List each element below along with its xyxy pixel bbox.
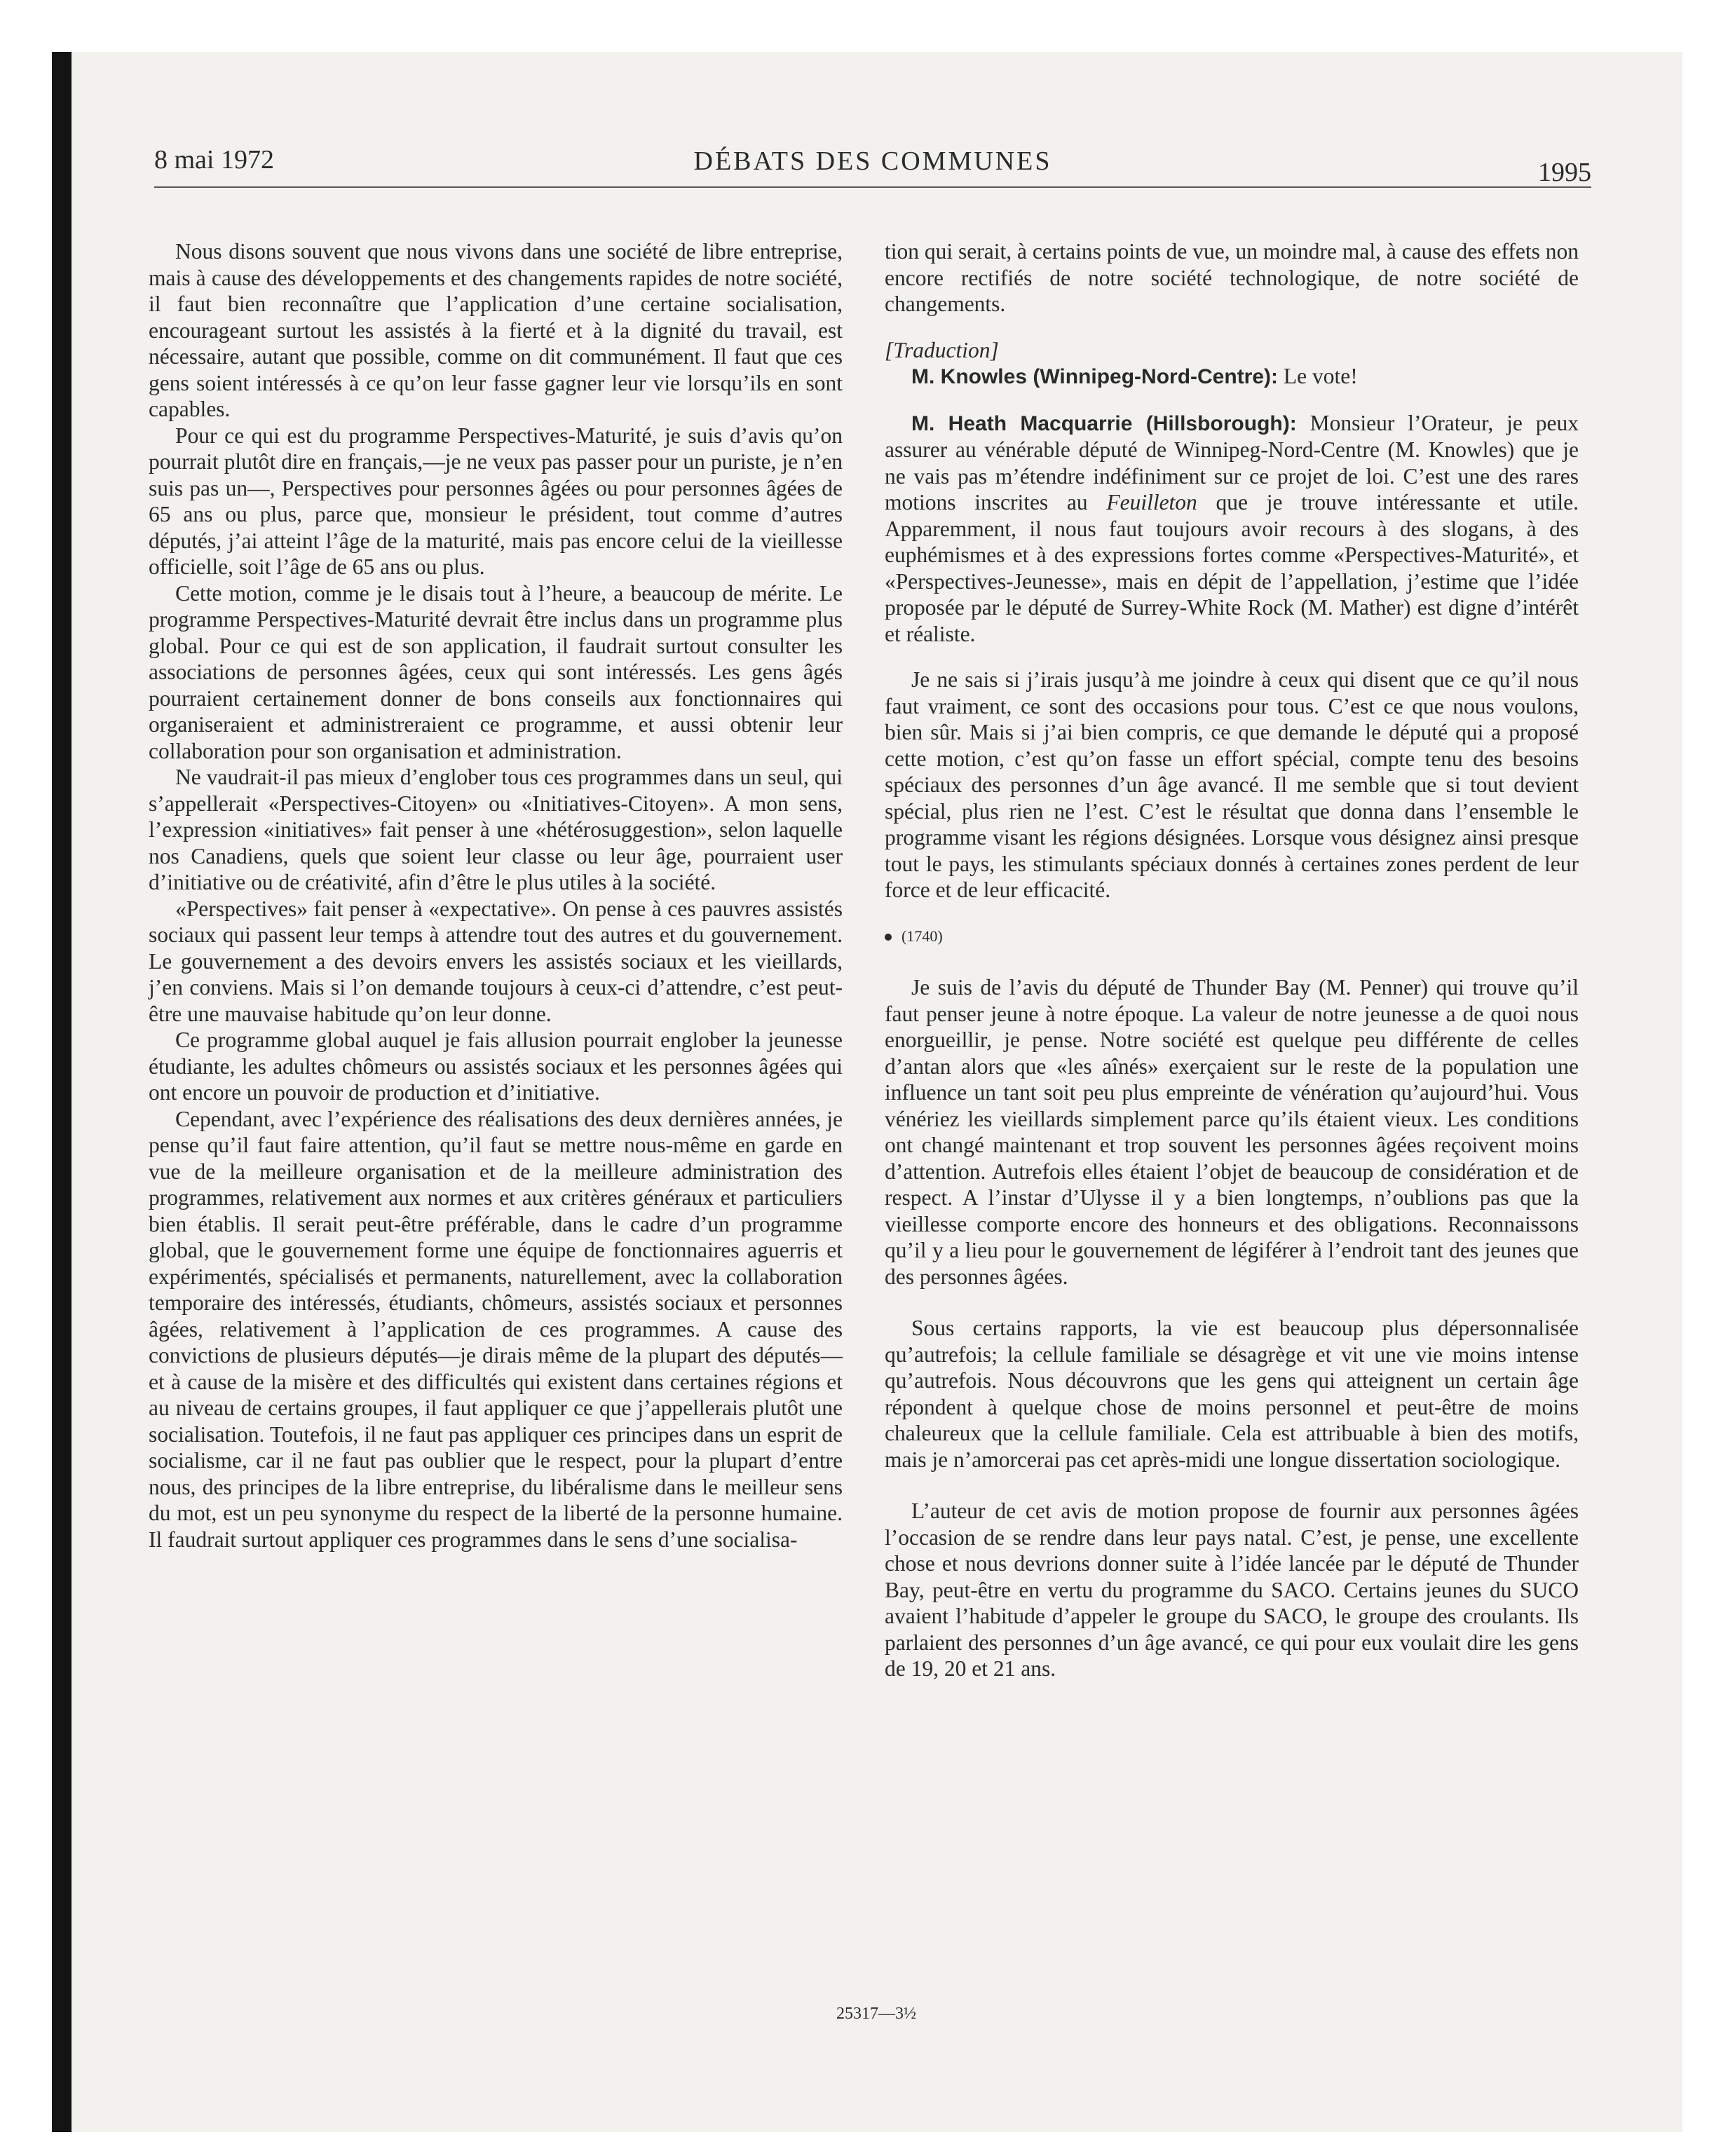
paragraph: Nous disons souvent que nous vivons dans une société de libre entreprise, mais à cause des développements et des changements rapides de notre société, il faut bien reconnaître que l’application d’une certaine socialisation, encourageant surtout les assistés à la fierté et à la dignité du travail, est nécessaire, autant que possible, comme on dit communément. Il faut que ces gens soient intéressés à ce qu’on leur fasse gagner leur vie lorsqu’ils en sont capables. <box>149 239 843 421</box>
right-column <box>885 238 1579 1682</box>
speech-macquarrie <box>885 410 1579 648</box>
speech-text: Monsieur l’Orateur, je peux assurer au vénérable député de Winnipeg-Nord-Centre (M. Knowles) que je ne vais pas m’étendre indéfiniment sur ce projet de loi. C’est une des rares motions inscrites au <box>885 410 1579 514</box>
paragraph: Cette motion, comme je le disais tout à l’heure, a beaucoup de mérite. Le programme Perspectives-Maturité devrait être inclus dans un programme plus global. Pour ce qui est de son application, il faudrait surtout consulter les associations de personnes âgées, ceux qui sont intéressés. Les gens âgés pourraient certainement donner de bons conseils aux fonctionnaires qui organiseraient et administreraient ce programme, et aussi obtenir leur collaboration pour son organisation et administration. <box>149 580 843 763</box>
paragraph: Sous certains rapports, la vie est beaucoup plus dépersonnalisée qu’autrefois; la cellule familiale se désagrège et vit une vie moins intense qu’autrefois. Nous découvrons que les gens qui atteignent un certain âge répondent à quelque chose de moins personnel et peut-être de moins chaleureux que la cellule familiale. Cela est attribuable à bien des motifs, mais je n’amorcerai pas cet après-midi une longue dissertation sociologique. <box>885 1316 1579 1472</box>
left-column <box>149 238 843 1553</box>
paragraph: Pour ce qui est du programme Perspectives-Maturité, je suis d’avis qu’on pourrait plutôt dire en français,—je ne veux pas passer pour un puriste, je n’en suis pas un—, Perspectives pour personnes âgées ou pour personnes âgées de 65 ans ou plus, parce que, monsieur le président, tout comme d’autres députés, j’ai atteint l’âge de la maturité, mais pas encore celui de la vieillesse officielle, soit l’âge de 65 ans ou plus. <box>149 423 843 579</box>
header-date: 8 mai 1972 <box>154 145 274 175</box>
speech-text: Le vote! <box>1283 364 1358 388</box>
feuilleton-term: Feuilleton <box>1106 490 1197 514</box>
header-title: DÉBATS DES COMMUNES <box>693 146 1052 176</box>
speech-text: que je trouve intéressante et utile. Apparemment, il nous faut toujours avoir recours à des slogans, à des euphémismes et à des expressions fortes comme «Perspectives-Maturité», et «Perspectives-Jeunesse», mais en dépit de l’appellation, j’estime que l’idée proposée par le député de Surrey-White Rock (M. Mather) est digne d’intérêt et réaliste. <box>885 490 1579 646</box>
time-marker <box>885 923 1579 950</box>
speech-knowles <box>885 363 1579 390</box>
scan-border <box>52 52 72 2132</box>
paragraph: Je suis de l’avis du député de Thunder Bay (M. Penner) qui trouve qu’il faut penser jeune à notre époque. La valeur de notre jeunesse a de quoi nous enorgueillir, je pense. Notre société est quelque peu différente de celles d’antan alors que «les aînés» exerçaient sur le reste de la population une influence un tant soit peu plus empreinte de vénération qu’aujourd’hui. Vous vénériez les vieillards simplement parce qu’ils étaient vieux. Les conditions ont changé maintenant et trop souvent les personnes âgées reçoivent moins d’attention. Autrefois elles étaient l’objet de beaucoup de considération et de respect. A l’instar d’Ulysse il y a bien longtemps, n’oublions pas que la vieillesse comporte encore des honneurs et des obligations. Reconnaissons qu’il y a lieu pour le gouvernement de légiférer à l’endroit tant des jeunes que des personnes âgées. <box>885 975 1579 1289</box>
bullet-icon <box>885 934 892 941</box>
page-header <box>154 142 1591 188</box>
speaker-name: M. Knowles (Winnipeg-Nord-Centre): <box>911 365 1279 388</box>
paragraph: L’auteur de cet avis de motion propose de fournir aux personnes âgées l’occasion de se rendre dans leur pays natal. C’est, je pense, une excellente chose et nous devrions donner suite à l’idée lancée par le député de Thunder Bay, peut-être en vertu du programme du SACO. Certains jeunes du SUCO avaient l’habitude d’appeler le groupe du SACO, le groupe des croulants. Ils parlaient des personnes d’un âge avancé, ce qui pour eux voulait dire les gens de 19, 20 et 21 ans. <box>885 1499 1579 1681</box>
time-marker-text: (1740) <box>901 927 943 945</box>
paragraph: Ne vaudrait-il pas mieux d’englober tous ces programmes dans un seul, qui s’appellerait «Perspectives-Citoyen» ou «Initiatives-Citoyen». A mon sens, l’expression «initiatives» fait penser à une «hétérosuggestion», selon laquelle nos Canadiens, quels que soient leur classe ou leur âge, pourraient user d’initiative ou de créativité, afin d’être le plus utiles à la société. <box>149 765 843 894</box>
paragraph: tion qui serait, à certains points de vue, un moindre mal, à cause des effets non encore rectifiés de notre société technologique, de notre société de changements. <box>885 239 1579 316</box>
translation-note: [Traduction] <box>885 337 999 362</box>
page-number: 1995 <box>1538 158 1591 187</box>
paragraph: Je ne sais si j’irais jusqu’à me joindre à ceux qui disent que ce qu’il nous faut vraiment, ce sont des occasions pour tous. C’est ce que nous voulons, bien sûr. Mais si j’ai bien compris, ce que demande le député qui a proposé cette motion, c’est qu’on fasse un effort spécial, compte tenu des besoins spéciaux des personnes d’un âge avancé. Il me semble que si tout devient spécial, plus rien ne l’est. C’est le résultat que donna dans l’ensemble le programme visant les régions désignées. Lorsque vous désignez ainsi presque tout le pays, les stimulants spéciaux donnés à certaines zones perdent de leur force et de leur efficacité. <box>885 667 1579 902</box>
paragraph: «Perspectives» fait penser à «expectative». On pense à ces pauvres assistés sociaux qui passent leur temps à attendre tout des autres et du gouvernement. Le gouvernement a des devoirs envers les assistés sociaux et les vieillards, j’en conviens. Mais si l’on demande toujours à ceux-ci d’attendre, c’est peut-être une mauvaise habitude qu’on leur donne. <box>149 896 843 1026</box>
speaker-name: M. Heath Macquarrie (Hillsborough): <box>911 411 1297 435</box>
paragraph: Ce programme global auquel je fais allusion pourrait englober la jeunesse étudiante, les adultes chômeurs ou assistés sociaux et les personnes âgées qui ont encore un pouvoir de production et d’initiative. <box>149 1028 843 1105</box>
footer-code: 25317—3½ <box>836 2005 916 2023</box>
paragraph: Cependant, avec l’expérience des réalisations des deux dernières années, je pense qu’il faut faire attention, qu’il faut se mettre nous-même en garde en vue de la meilleure organisation et de la meilleure administration des programmes, relativement aux normes et aux critères généraux et particuliers bien établis. Il serait peut-être préférable, dans le cadre d’un programme global, que le gouvernement forme une équipe de fonctionnaires aguerris et expérimentés, spécialisés et permanents, naturellement, avec la collaboration temporaire des intéressés, étudiants, chômeurs, assistés sociaux et personnes âgées, relativement à l’application de ces programmes. A cause des convictions de plusieurs députés—je dirais même de la plupart des députés—et à cause de la misère et des difficultés qui existent dans certaines régions et au niveau de certains groupes, il faut appliquer ce que j’appellerais plutôt une socialisation. Toutefois, il ne faut pas appliquer ces principes dans un esprit de socialisme, car il ne faut pas oublier que le respect, pour la plupart d’entre nous, des principes de la libre entreprise, du libéralisme dans le meilleur sens du mot, est un peu synonyme du respect de la liberté de la personne humaine. Il faudrait surtout appliquer ces programmes dans le sens d’une socialisa- <box>149 1106 843 1552</box>
